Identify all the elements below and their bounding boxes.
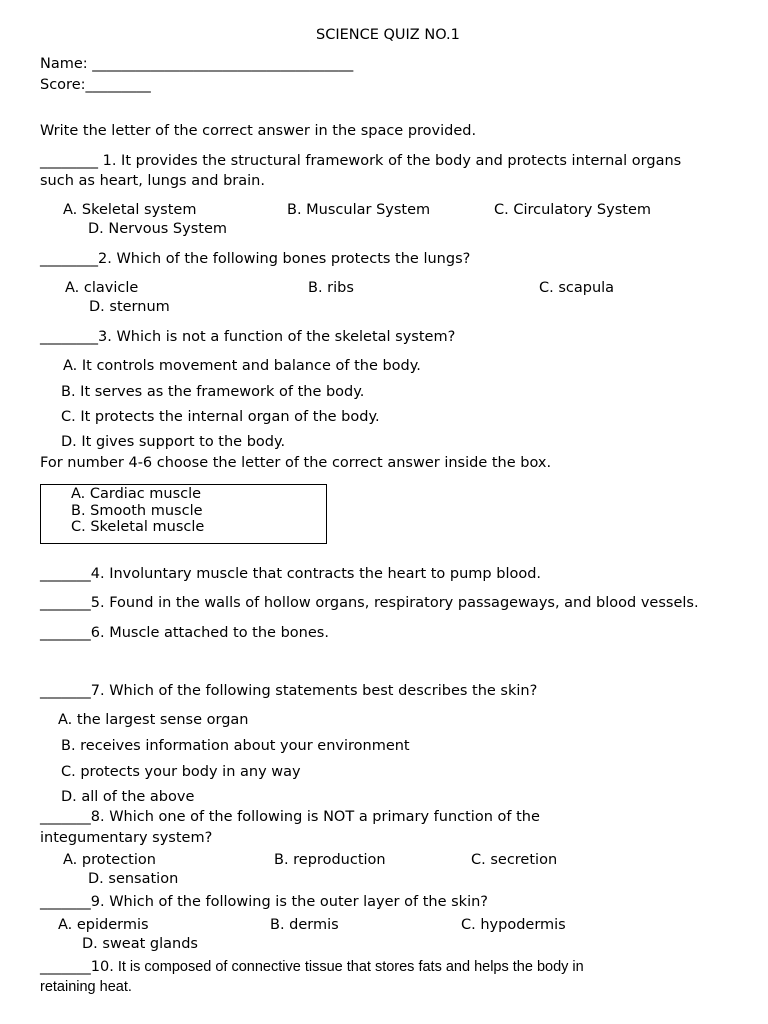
q8-choice-b: B. reproduction	[274, 852, 386, 868]
q7-choice-d: D. all of the above	[61, 789, 195, 805]
instruction-4-6: For number 4-6 choose the letter of the correct answer inside the box.	[40, 455, 552, 471]
q1-choice-a: A. Skeletal system	[63, 202, 197, 218]
question-1-line1: ________ 1. It provides the structural framework of the body and protects internal organs	[40, 153, 682, 169]
q2-choice-c: C. scapula	[539, 280, 615, 296]
box-item-b: B. Smooth muscle	[71, 503, 203, 519]
question-5: _______5. Found in the walls of hollow organs, respiratory passageways, and blood vessels.	[40, 595, 699, 611]
q1-choice-d: D. Nervous System	[88, 221, 227, 237]
page-title: SCIENCE QUIZ NO.1	[316, 27, 460, 43]
q8-choice-c: C. secretion	[471, 852, 558, 868]
name-line: Name: ____________________________________	[40, 56, 354, 72]
q10-prefix: _______10.	[40, 959, 114, 975]
q1-choice-c: C. Circulatory System	[494, 202, 651, 218]
box-item-a: A. Cardiac muscle	[71, 486, 202, 502]
box-item-c: C. Skeletal muscle	[71, 519, 205, 535]
q7-choice-b: B. receives information about your environment	[61, 738, 410, 754]
q1-choice-b: B. Muscular System	[287, 202, 431, 218]
question-8-line2: integumentary system?	[40, 830, 213, 846]
question-3: ________3. Which is not a function of the skeletal system?	[40, 329, 456, 345]
question-10-line1	[40, 960, 584, 975]
question-8-line1: _______8. Which one of the following is NOT a primary function of the	[40, 809, 540, 825]
q8-choice-d: D. sensation	[88, 871, 179, 887]
question-1-line2: such as heart, lungs and brain.	[40, 173, 265, 189]
question-4: _______4. Involuntary muscle that contracts the heart to pump blood.	[40, 566, 542, 582]
q3-choice-d: D. It gives support to the body.	[61, 434, 286, 450]
q3-choice-a: A. It controls movement and balance of the body.	[63, 358, 421, 374]
question-10-line2: retaining heat.	[40, 979, 132, 995]
q3-choice-b: B. It serves as the framework of the body.	[61, 384, 365, 400]
q8-choice-a: A. protection	[63, 852, 156, 868]
q3-choice-c: C. It protects the internal organ of the body.	[61, 409, 380, 425]
q9-choice-b: B. dermis	[270, 917, 339, 933]
question-6: _______6. Muscle attached to the bones.	[40, 625, 329, 641]
score-line: Score:_________	[40, 77, 151, 93]
question-9: _______9. Which of the following is the outer layer of the skin?	[40, 894, 488, 910]
q9-choice-c: C. hypodermis	[461, 917, 566, 933]
q9-choice-d: D. sweat glands	[82, 936, 198, 952]
q2-choice-d: D. sternum	[89, 299, 170, 315]
question-7: _______7. Which of the following statements best describes the skin?	[40, 683, 538, 699]
instruction: Write the letter of the correct answer in the space provided.	[40, 123, 477, 139]
q9-choice-a: A. epidermis	[58, 917, 149, 933]
q2-choice-a: A. clavicle	[65, 280, 139, 296]
q10-text: It is composed of connective tissue that stores fats and helps the body in	[113, 959, 584, 975]
question-2: ________2. Which of the following bones protects the lungs?	[40, 251, 471, 267]
q2-choice-b: B. ribs	[308, 280, 354, 296]
q7-choice-a: A. the largest sense organ	[58, 712, 249, 728]
q7-choice-c: C. protects your body in any way	[61, 764, 301, 780]
